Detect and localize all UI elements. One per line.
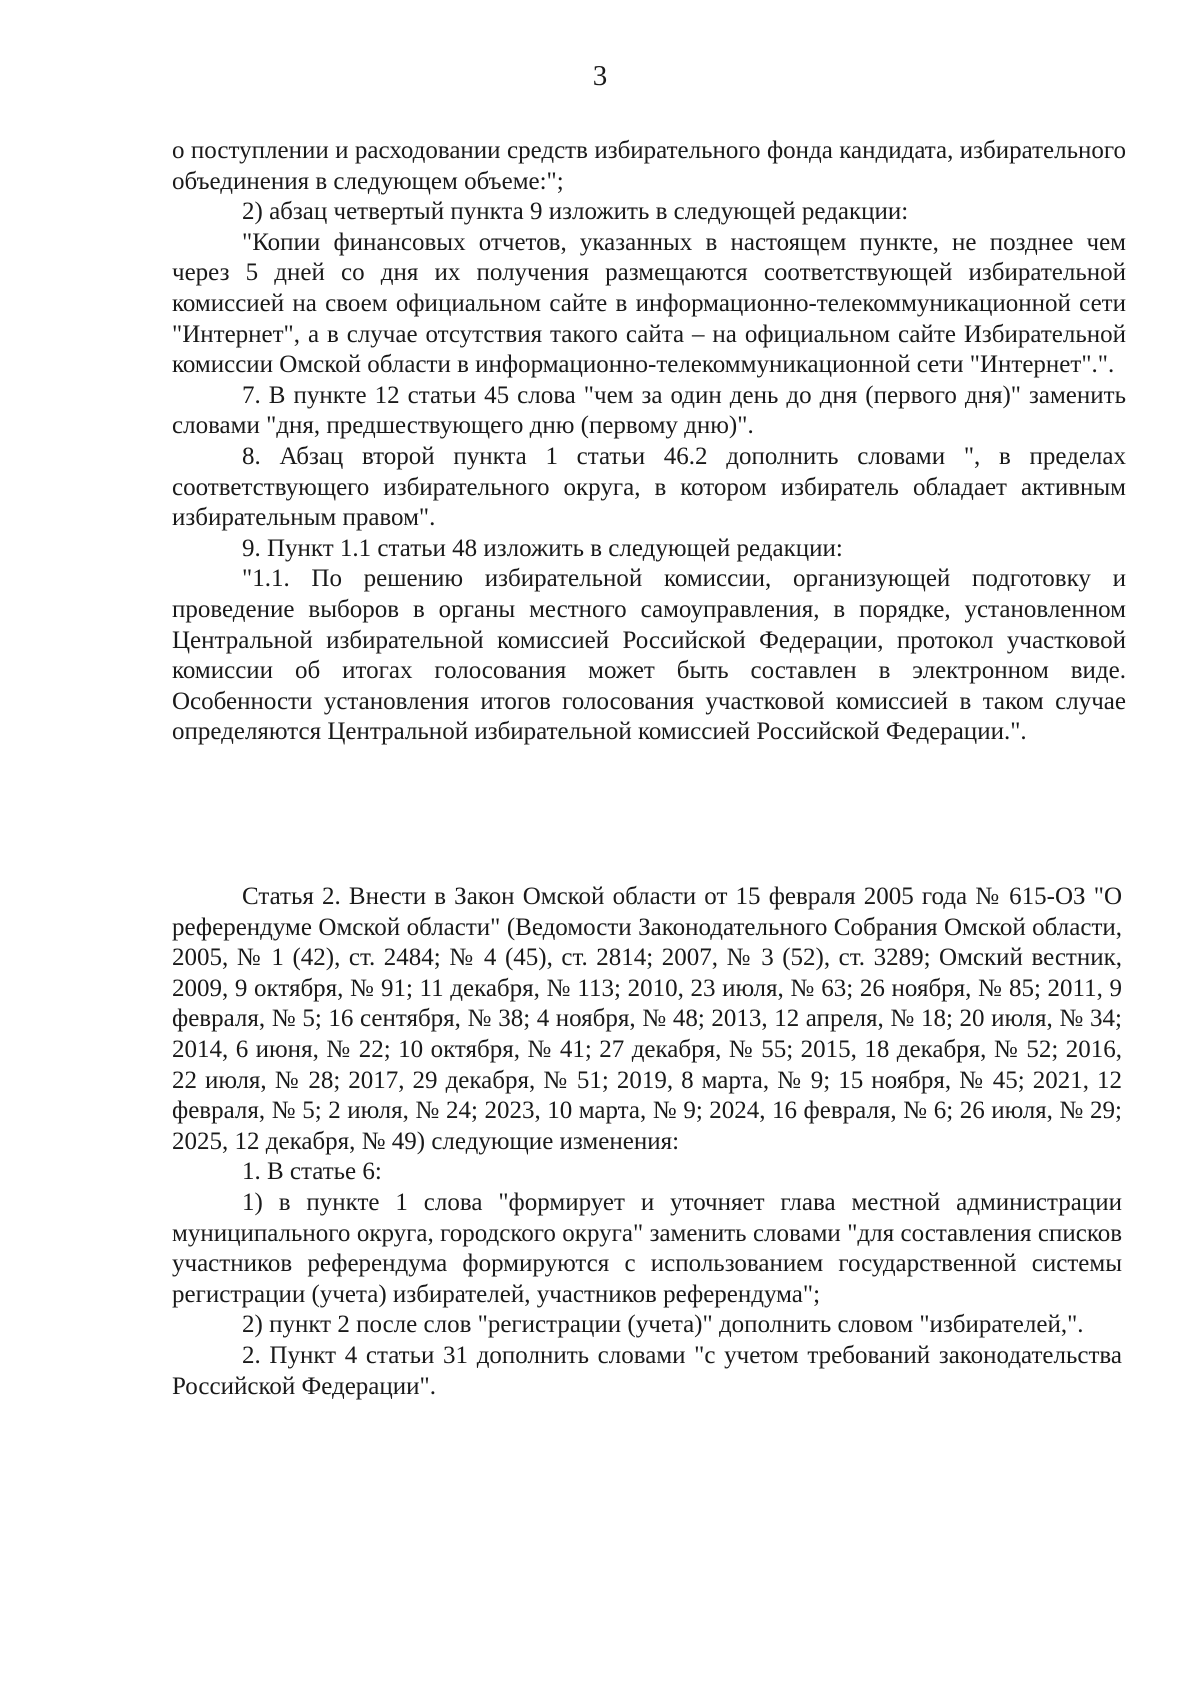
paragraph: 8. Абзац второй пункта 1 статьи 46.2 дополнить словами ", в пределах соответствующего избирательного округа, в котором избиратель обладает активным избирательным правом". bbox=[172, 442, 1126, 532]
paragraph: 1. В статье 6: bbox=[242, 1158, 382, 1186]
paragraph: Статья 2. Внести в Закон Омской области от 15 февраля 2005 года № 615-ОЗ "О референдуме Омской области" (Ведомости Законодательного Собрания Омской области, 2005, № 1 (42), ст. 2484; № 4 (45), ст. 2814; 2007, № 3 (52), ст. 3289; Омский вестник, 2009, 9 октября, № 91; 11 декабря, № 113; 2010, 23 июля, № 63; 26 ноября, № 85; 2011, 9 февраля, № 5; 16 сентября, № 38; 4 ноября, № 48; 2013, 12 апреля, № 18; 20 июля, № 34; 2014, 6 июня, № 22; 10 октября, № 41; 27 декабря, № 55; 2015, 18 декабря, № 52; 2016, 22 июля, № 28; 2017, 29 декабря, № 51; 2019, 8 марта, № 9; 15 ноября, № 45; 2021, 12 февраля, № 5; 2 июля, № 24; 2023, 10 марта, № 9; 2024, 16 февраля, № 6; 26 июля, № 29; 2025, 12 декабря, № 49) следующие изменения: bbox=[172, 883, 1122, 1155]
paragraph: 2) пункт 2 после слов "регистрации (учета)" дополнить словом "избирателей,". bbox=[242, 1311, 1084, 1339]
paragraph: 1) в пункте 1 слова "формирует и уточняет глава местной администрации муниципального округа, городского округа" заменить словами "для составления списков участников референдума формируются с использованием государственной системы регистрации (учета) избирателей, участников референдума"; bbox=[172, 1188, 1122, 1308]
section-article-1-continuation bbox=[172, 136, 1126, 748]
paragraph: о поступлении и расходовании средств избирательного фонда кандидата, избирательного объединения в следующем объеме:"; bbox=[172, 137, 1126, 195]
paragraph: 9. Пункт 1.1 статьи 48 изложить в следующей редакции: bbox=[242, 534, 843, 562]
paragraph: 2) абзац четвертый пункта 9 изложить в следующей редакции: bbox=[242, 198, 909, 226]
paragraph: 2. Пункт 4 статьи 31 дополнить словами "с учетом требований законодательства Российской Федерации". bbox=[172, 1341, 1122, 1400]
paragraph: "1.1. По решению избирательной комиссии, организующей подготовку и проведение выборов в органы местного самоуправления, в порядке, установленном Центральной избирательной комиссией Российской Федерации, протокол участковой комиссии об итогах голосования может быть составлен в электронном виде. Особенности установления итогов голосования участковой комиссией в таком случае определяются Центральной избирательной комиссией Российской Федерации.". bbox=[172, 565, 1126, 746]
paragraph: "Копии финансовых отчетов, указанных в настоящем пункте, не позднее чем через 5 дней со дня их получения размещаются соответствующей избирательной комиссией на своем официальном сайте в информационно-телекоммуникационной сети "Интернет", а в случае отсутствия такого сайта – на официальном сайте Избирательной комиссии Омской области в информационно-телекоммуникационной сети "Интернет".". bbox=[172, 228, 1126, 379]
paragraph: 7. В пункте 12 статьи 45 слова "чем за один день до дня (первого дня)" заменить словами "дня, предшествующего дню (первому дню)". bbox=[172, 381, 1126, 440]
page-number: 3 bbox=[592, 60, 608, 92]
section-article-2 bbox=[172, 882, 1122, 1402]
